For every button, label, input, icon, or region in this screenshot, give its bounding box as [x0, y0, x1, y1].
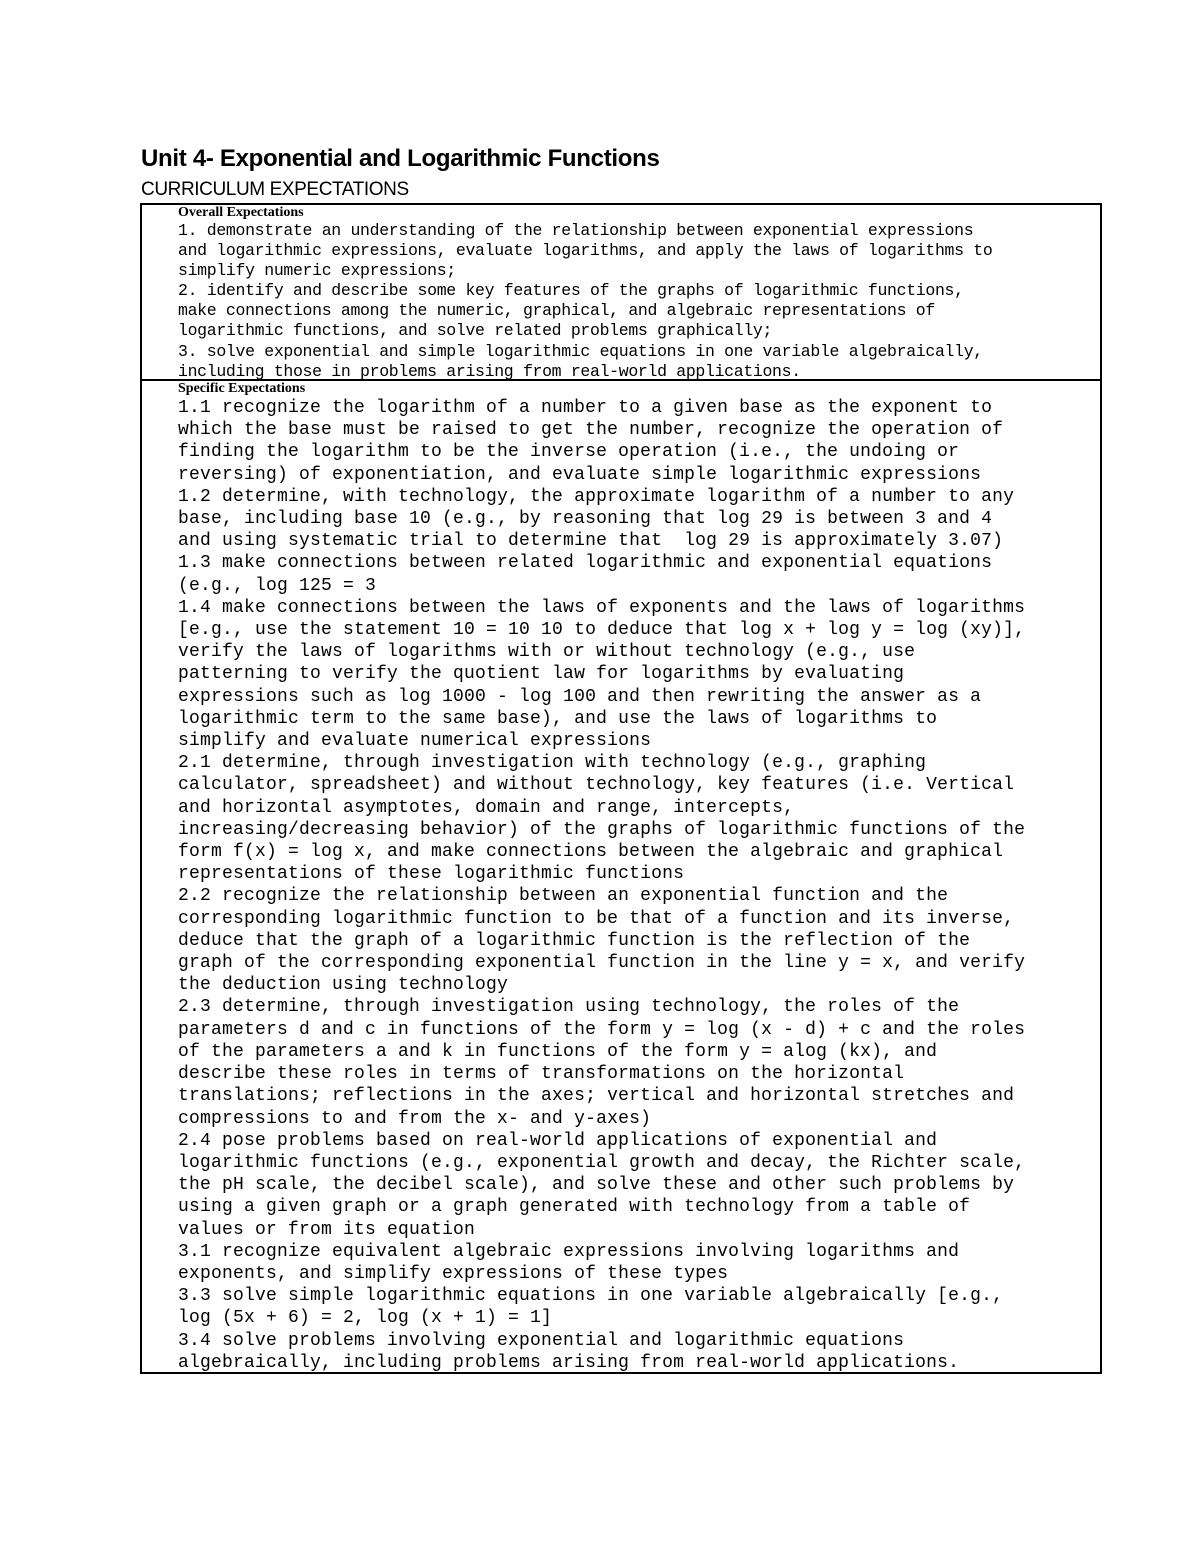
specific-expectation-line: 1.4 make connections between the laws of exponents and the laws of logarithms [178, 597, 1026, 618]
specific-expectation-line: 2.4 pose problems based on real-world applications of exponential and [178, 1130, 938, 1151]
page-title: Unit 4- Exponential and Logarithmic Functions [141, 145, 660, 172]
overall-expectation-line: make connections among the numeric, graphical, and algebraic representations of [178, 301, 935, 321]
specific-expectation-line: log (5x + 6) = 2, log (x + 1) = 1] [178, 1308, 553, 1329]
specific-expectation-line: using a given graph or a graph generated with technology from a table of [178, 1197, 971, 1218]
specific-expectation-line: 2.2 recognize the relationship between an exponential function and the [178, 886, 949, 907]
specific-expectation-line: calculator, spreadsheet) and without technology, key features (i.e. Vertical [178, 775, 1015, 796]
overall-expectations-text [178, 221, 1092, 381]
overall-expectations-heading: Overall Expectations [178, 205, 304, 220]
specific-expectation-line: patterning to verify the quotient law for logarithms by evaluating [178, 664, 905, 685]
overall-expectation-line: 3. solve exponential and simple logarithmic equations in one variable algebraically, [178, 341, 983, 361]
specific-expectation-line: values or from its equation [178, 1219, 476, 1240]
page-subtitle: CURRICULUM EXPECTATIONS [141, 179, 409, 200]
overall-expectation-line: logarithmic functions, and solve related problems graphically; [178, 321, 773, 341]
specific-expectation-line: 3.3 solve simple logarithmic equations in one variable algebraically [e.g., [178, 1286, 1004, 1307]
specific-expectation-line: 3.4 solve problems involving exponential and logarithmic equations [178, 1330, 905, 1351]
specific-expectation-line: verify the laws of logarithms with or without technology (e.g., use [178, 642, 916, 663]
specific-expectation-line: form f(x) = log x, and make connections between the algebraic and graphical [178, 842, 1004, 863]
specific-expectation-line: graph of the corresponding exponential function in the line y = x, and verify [178, 953, 1026, 974]
specific-expectation-line: 3.1 recognize equivalent algebraic expressions involving logarithms and [178, 1241, 960, 1262]
overall-expectation-line: 1. demonstrate an understanding of the relationship between exponential expressions [178, 221, 974, 240]
specific-expectation-line: expressions such as log 1000 - log 100 and then rewriting the answer as a [178, 686, 982, 707]
specific-expectation-line: the pH scale, the decibel scale), and solve these and other such problems by [178, 1175, 1015, 1196]
specific-expectation-line: finding the logarithm to be the inverse operation (i.e., the undoing or [178, 442, 960, 463]
specific-expectation-line: parameters d and c in functions of the form y = log (x - d) + c and the roles [178, 1019, 1026, 1040]
specific-expectation-line: algebraically, including problems arising from real-world applications. [178, 1352, 960, 1372]
specific-expectation-line: 1.2 determine, with technology, the approximate logarithm of a number to any [178, 486, 1015, 507]
specific-expectation-line: reversing) of exponentiation, and evaluate simple logarithmic expressions [178, 464, 982, 485]
specific-expectations-heading: Specific Expectations [178, 381, 306, 396]
specific-expectation-line: and using systematic trial to determine that log 29 is approximately 3.07) [178, 531, 1004, 552]
specific-expectation-line: base, including base 10 (e.g., by reasoning that log 29 is between 3 and 4 [178, 509, 993, 530]
specific-expectations-text [178, 397, 1092, 1372]
specific-expectation-line: increasing/decreasing behavior) of the graphs of logarithmic functions of the [178, 819, 1026, 840]
specific-expectation-line: (e.g., log 125 = 3 [178, 575, 377, 596]
overall-expectation-line: and logarithmic expressions, evaluate logarithms, and apply the laws of logarithms to [178, 241, 993, 261]
specific-expectation-line: of the parameters a and k in functions of the form y = alog (kx), and [178, 1041, 938, 1062]
expectations-table [140, 203, 1102, 1374]
specific-expectation-line: simplify and evaluate numerical expressions [178, 731, 652, 752]
specific-expectation-line: deduce that the graph of a logarithmic function is the reflection of the [178, 930, 971, 951]
specific-expectation-line: corresponding logarithmic function to be that of a function and its inverse, [178, 908, 1015, 929]
overall-expectation-line: simplify numeric expressions; [178, 261, 456, 281]
specific-expectation-line: translations; reflections in the axes; vertical and horizontal stretches and [178, 1086, 1015, 1107]
specific-expectation-line: logarithmic functions (e.g., exponential growth and decay, the Richter scale, [178, 1152, 1026, 1173]
specific-expectation-line: 1.1 recognize the logarithm of a number to a given base as the exponent to [178, 398, 993, 418]
overall-expectation-line: including those in problems arising from real-world applications. [178, 361, 801, 381]
specific-expectation-line: logarithmic term to the same base), and use the laws of logarithms to [178, 708, 938, 729]
specific-expectation-line: which the base must be raised to get the number, recognize the operation of [178, 420, 1004, 441]
specific-expectation-line: describe these roles in terms of transformations on the horizontal [178, 1064, 905, 1085]
specific-expectation-line: exponents, and simplify expressions of these types [178, 1263, 729, 1284]
specific-expectation-line: compressions to and from the x- and y-axes) [178, 1108, 652, 1129]
overall-expectations-section [142, 205, 1100, 381]
specific-expectation-line: [e.g., use the statement 10 = 10 10 to deduce that log x + log y = log (xy)], [178, 620, 1026, 641]
specific-expectation-line: the deduction using technology [178, 975, 509, 996]
overall-expectation-line: 2. identify and describe some key features of the graphs of logarithmic functions, [178, 281, 964, 301]
specific-expectation-line: and horizontal asymptotes, domain and range, intercepts, [178, 797, 795, 818]
specific-expectations-section [142, 381, 1100, 1372]
specific-expectation-line: 1.3 make connections between related logarithmic and exponential equations [178, 553, 993, 574]
specific-expectation-line: 2.3 determine, through investigation using technology, the roles of the [178, 997, 960, 1018]
specific-expectation-line: 2.1 determine, through investigation with technology (e.g., graphing [178, 753, 927, 774]
specific-expectation-line: representations of these logarithmic functions [178, 864, 685, 885]
